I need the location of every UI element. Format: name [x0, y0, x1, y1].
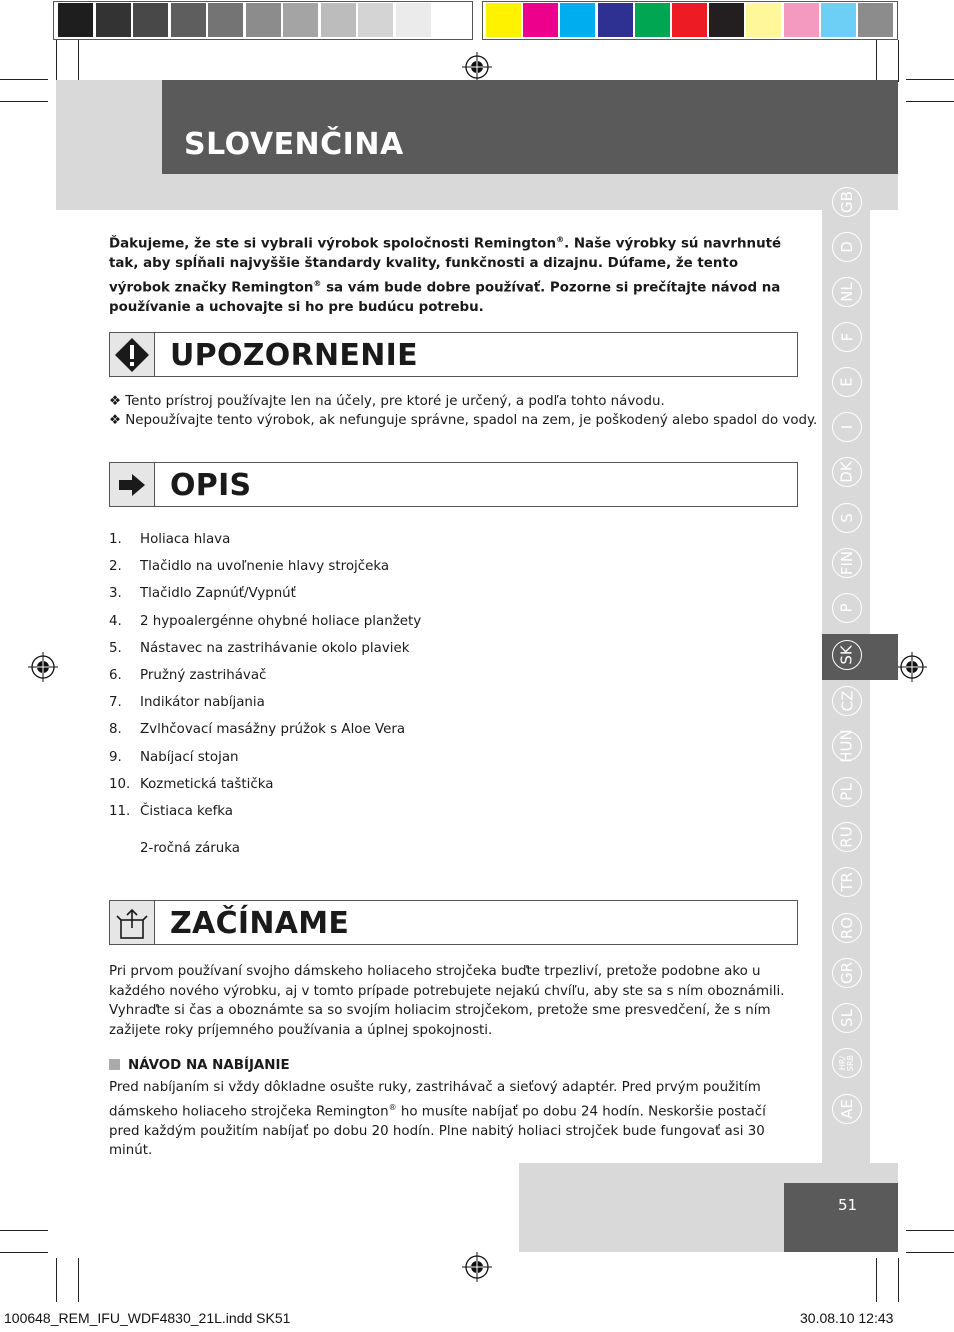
list-item-text: Čistiaca kefka	[140, 804, 234, 819]
footer-file-info: 100648_REM_IFU_WDF4830_21L.indd SK51	[4, 1310, 291, 1326]
list-item-number: 5.	[109, 640, 122, 656]
list-item-number: 2.	[109, 559, 122, 575]
color-swatch	[858, 3, 893, 37]
gray-swatch	[433, 3, 468, 37]
description-list-item	[109, 532, 230, 547]
registration-mark-top	[462, 52, 492, 82]
gray-swatch	[133, 3, 168, 37]
description-list-item	[109, 804, 233, 819]
list-item-number: 1.	[109, 532, 122, 547]
language-tab-gr[interactable]: GR	[832, 958, 862, 988]
list-item-text: 2 hypoalergénne ohybné holiace planžety	[140, 613, 422, 629]
description-list-item	[109, 586, 296, 601]
page-number: 51	[838, 1196, 858, 1214]
language-tab-sk[interactable]: SK	[832, 640, 862, 670]
getting-started-paragraph: Pri prvom používaní svojho dámskeho holiaceho strojčeka buďte trpezliví, pretože podobne ako u každého nového výrobku, aj v tomto prípade potrebujete nejakú chvíľu, aby ste sa s ním oboznámili. Vyhraďte si čas a oboznámte sa so svojím holiacim strojčekom, pretože sme presvedčení, že s ním zažijete roky príjemného používania a úplnej spokojnosti.	[109, 964, 785, 1038]
language-tab-p[interactable]: P	[832, 593, 862, 623]
charging-heading: NÁVOD NA NABÍJANIE	[109, 1058, 290, 1073]
language-tab-pl[interactable]: PL	[832, 777, 862, 807]
language-tab-f[interactable]: F	[832, 322, 862, 352]
language-tab-i[interactable]: I	[832, 412, 862, 442]
language-tab-cz[interactable]: CZ	[832, 686, 862, 716]
language-tab-dk[interactable]: DK	[832, 457, 862, 487]
color-swatch	[746, 3, 781, 37]
list-item-number: 4.	[109, 613, 122, 629]
footer-datetime: 30.08.10 12:43	[800, 1310, 894, 1326]
description-title: OPIS	[170, 468, 252, 503]
color-swatch	[821, 3, 856, 37]
language-tab-hun[interactable]: HUN	[832, 731, 862, 761]
language-tab-tr[interactable]: TR	[832, 867, 862, 897]
gray-swatch	[96, 3, 131, 37]
language-tab-s[interactable]: S	[832, 503, 862, 533]
registration-mark-left	[28, 652, 58, 682]
list-item-number: 8.	[109, 722, 122, 738]
list-item-text: Indikátor nabíjania	[140, 695, 265, 711]
color-swatch	[560, 3, 595, 37]
list-item-text: Zvlhčovací masážny prúžok s Aloe Vera	[140, 722, 406, 738]
language-tab-fin[interactable]: FIN	[832, 548, 862, 578]
language-tab-d[interactable]: D	[832, 232, 862, 262]
list-item-text: Pružný zastrihávač	[140, 668, 267, 683]
list-item-number: 9.	[109, 749, 122, 765]
description-list-item	[109, 750, 239, 765]
gray-swatch	[321, 3, 356, 37]
list-item-number: 7.	[109, 695, 122, 711]
description-section-header	[109, 462, 798, 507]
color-swatch	[709, 3, 744, 37]
description-list-item	[109, 668, 266, 683]
warning-diamond-icon: ❖	[109, 394, 122, 409]
list-item-text: Holiaca hlava	[140, 532, 231, 547]
color-swatch	[635, 3, 670, 37]
description-list-item	[109, 559, 389, 574]
color-swatch	[784, 3, 819, 37]
description-list-item	[109, 722, 405, 737]
language-tab-gb[interactable]: GB	[832, 187, 862, 217]
list-item-number: 6.	[109, 668, 122, 683]
gray-swatch	[58, 3, 93, 37]
language-tab-e[interactable]: E	[832, 367, 862, 397]
color-swatch	[486, 3, 521, 37]
gray-swatch	[358, 3, 393, 37]
arrow-right-icon	[110, 463, 155, 506]
language-tab-hr-srb[interactable]: HR/ SRB	[832, 1048, 862, 1078]
gray-swatch	[396, 3, 431, 37]
box-unpack-icon	[110, 901, 155, 944]
color-swatch	[598, 3, 633, 37]
getting-started-section-header	[109, 900, 798, 945]
color-swatch	[523, 3, 558, 37]
warning-diamond-icon: ❖	[109, 413, 122, 428]
list-item-text: Tlačidlo Zapnúť/Vypnúť	[140, 586, 296, 602]
list-item-text: Tlačidlo na uvoľnenie hlavy strojčeka	[140, 559, 390, 575]
page-title: SLOVENČINA	[184, 127, 404, 162]
color-swatch	[672, 3, 707, 37]
description-list-item	[109, 614, 421, 629]
warning-section-header	[109, 332, 798, 377]
list-item-text: Kozmetická taštička	[140, 776, 274, 792]
description-list-item	[109, 695, 265, 710]
registration-mark-bottom	[462, 1252, 492, 1282]
charging-paragraph: Pred nabíjaním si vždy dôkladne osušte ruky, zastrihávač a sieťový adaptér. Pred prvým použitím dámskeho holiaceho strojčeka Remington® ho musíte nabíjať po dobu 24 hodín. Neskoršie postačí pred každým použitím nabíjať po dobu 20 hodín. Plne nabitý holiaci strojček bude fungovať asi 30 minút.	[109, 1080, 766, 1159]
language-tab-ae[interactable]: AE	[832, 1094, 862, 1124]
heading-bullet-icon	[109, 1059, 120, 1070]
page-number-box	[784, 1183, 898, 1252]
list-item-number: 3.	[109, 586, 122, 602]
warning-item: ❖ Nepoužívajte tento výrobok, ak nefunguje správne, spadol na zem, je poškodený alebo spadol do vody.	[109, 413, 818, 428]
list-item-number: 11.	[109, 804, 131, 819]
description-list-item	[109, 777, 273, 792]
gray-swatch	[171, 3, 206, 37]
gray-swatch	[208, 3, 243, 37]
gray-swatch	[283, 3, 318, 37]
warning-item: ❖ Tento prístroj používajte len na účely, pre ktoré je určený, a podľa tohto návodu.	[109, 394, 665, 409]
warranty-note: 2-ročná záruka	[140, 841, 241, 856]
language-tab-ru[interactable]: RU	[832, 822, 862, 852]
intro-paragraph: Ďakujeme, že ste si vybrali výrobok spoločnosti Remington®. Naše výrobky sú navrhnuté tak, aby spĺňali najvyššie štandardy kvality, funkčnosti a dizajnu. Dúfame, že tento výrobok značky Remington® sa vám bude dobre používať. Pozorne si prečítajte návod na používanie a uchovajte si ho pre budúcu potrebu.	[109, 235, 782, 315]
getting-started-title: ZAČÍNAME	[170, 906, 350, 941]
list-item-text: Nástavec na zastrihávanie okolo plaviek	[140, 640, 410, 656]
list-item-text: Nabíjací stojan	[140, 749, 239, 765]
registration-mark-right	[897, 652, 927, 682]
gray-swatch	[246, 3, 281, 37]
list-item-number: 10.	[109, 776, 131, 792]
language-tab-nl[interactable]: NL	[832, 277, 862, 307]
description-list-item	[109, 641, 410, 656]
exclamation-icon	[110, 333, 155, 376]
language-tab-ro[interactable]: RO	[832, 913, 862, 943]
warning-title: UPOZORNENIE	[170, 338, 418, 373]
language-tab-sl[interactable]: SL	[832, 1003, 862, 1033]
